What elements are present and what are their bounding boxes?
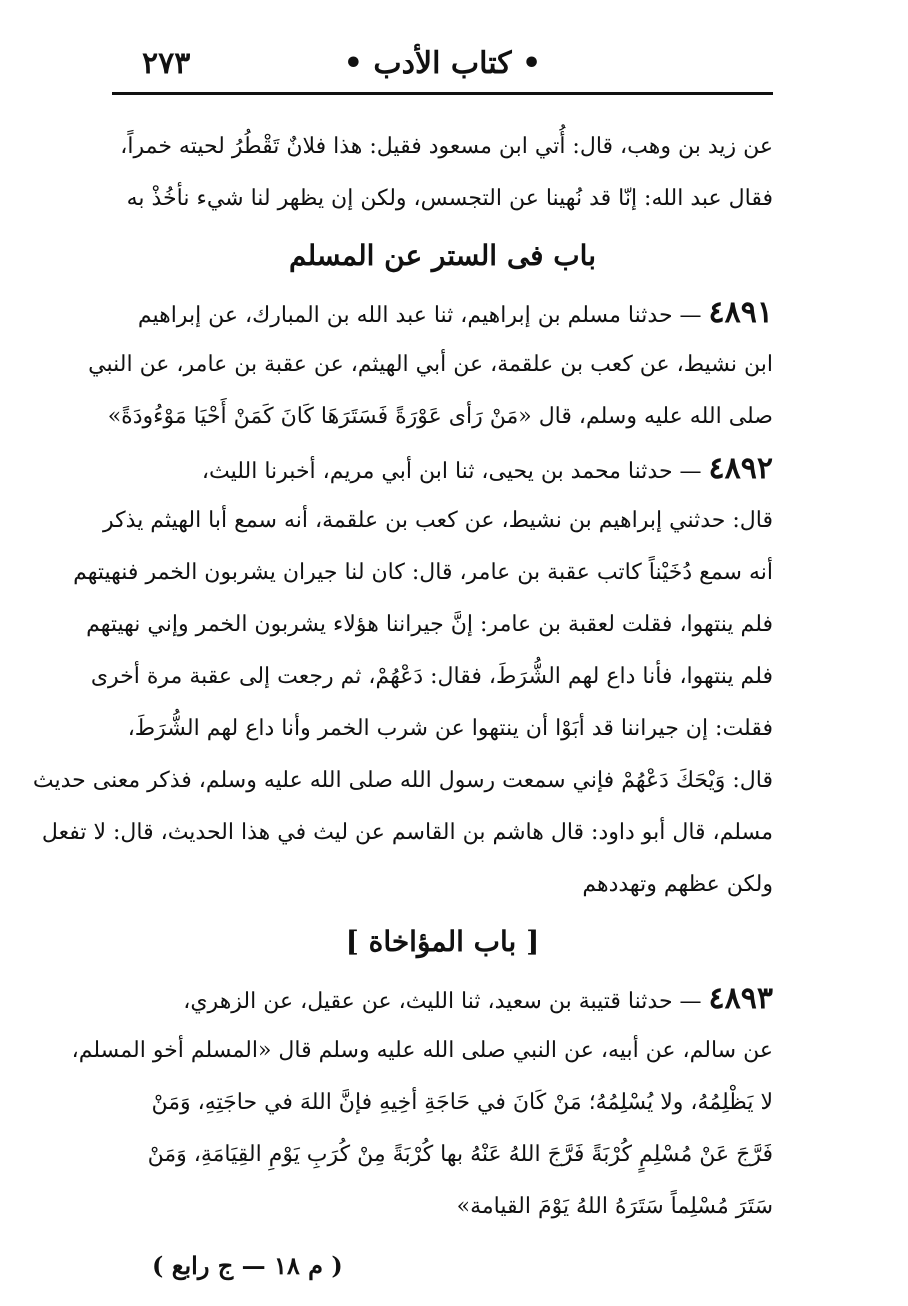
hadith-first-line (112, 443, 773, 495)
text-line: صلى الله عليه وسلم، قال «مَنْ رَأى عَوْرَةً فَسَتَرَهَا كَانَ كَمَنْ أَحْيَا مَوْءُودَةً» (107, 404, 773, 429)
text-line: فقلت: إن جيراننا قد أبَوْا أن ينتهوا عن شرب الخمر وأنا داع لهم الشُّرَطَ، (127, 716, 773, 741)
hadith-number: ٤٨٩٣ (708, 981, 773, 1016)
hadith-number: ٤٨٩١ (708, 295, 773, 330)
text-line: ولكن عظهم وتهددهم (582, 872, 773, 897)
hadith-first-line (112, 287, 773, 339)
page-number: ٢٧٣ (142, 46, 191, 81)
hadith-number: ٤٨٩٢ (708, 451, 773, 486)
hadith-4893 (71, 973, 773, 1233)
header-rule (112, 92, 773, 95)
text-line: ابن نشيط، عن كعب بن علقمة، عن أبي الهيثم، عن عقبة بن عامر، عن النبي (88, 352, 773, 377)
hadith-first-text: — حدثنا محمد بن يحيى، ثنا ابن أبي مريم، أخبرنا الليث، (201, 459, 702, 484)
text-line: سَتَرَ مُسْلِماً سَتَرَهُ اللهُ يَوْمَ القيامة» (456, 1194, 773, 1219)
text-line: عن سالم، عن أبيه، عن النبي صلى الله عليه وسلم قال «المسلم أخو المسلم، (71, 1038, 773, 1063)
text-line: فلم ينتهوا، فأنا داع لهم الشُّرَطَ، فقال: دَعْهُمْ، ثم رجعت إلى عقبة مرة أخرى (90, 664, 773, 689)
hadith-4891 (88, 287, 773, 443)
hadith-first-line (112, 973, 773, 1025)
book-title: • كتاب الأدب • (343, 46, 542, 81)
hadith-first-text: — حدثنا مسلم بن إبراهيم، ثنا عبد الله بن المبارك، عن إبراهيم (137, 303, 702, 328)
hadith-4892 (32, 443, 773, 911)
text-line: قال: وَيْحَكَ دَعْهُمْ فإني سمعت رسول الله صلى الله عليه وسلم، فذكر معنى حديث (32, 768, 773, 793)
text-line: فقال عبد الله: إنّا قد نُهينا عن التجسس، ولكن إن يظهر لنا شيء نأخُذْ به (126, 186, 773, 211)
text-line: مسلم، قال أبو داود: قال هاشم بن القاسم عن ليث في هذا الحديث، قال: لا تفعل (41, 820, 773, 845)
text-line: عن زيد بن وهب، قال: أُتي ابن مسعود فقيل: هذا فلانٌ تَقْطُرُ لحيته خمراً، (120, 134, 773, 159)
text-block-1 (112, 121, 773, 225)
section-heading: [ باب المؤاخاة ] (345, 925, 540, 958)
text-line: لا يَظْلِمُهُ، ولا يُسْلِمُهُ؛ مَنْ كَانَ في حَاجَةِ أخِيهِ فإنَّ اللهَ في حاجَتِهِ، وَمَنْ (151, 1090, 773, 1115)
text-line: فَرَّجَ عَنْ مُسْلِمٍ كُرْبَةً فَرَّجَ اللهُ عَنْهُ بها كُرْبَةً مِنْ كُرَبِ يَوْمِ القِيَامَةِ، وَمَنْ (147, 1142, 773, 1167)
section-heading: باب فى الستر عن المسلم (289, 239, 596, 272)
hadith-first-text: — حدثنا قتيبة بن سعيد، ثنا الليث، عن عقيل، عن الزهري، (183, 989, 702, 1014)
page-header (112, 40, 773, 92)
text-line: فلم ينتهوا، فقلت لعقبة بن عامر: إنَّ جيراننا هؤلاء يشربون الخمر وإني نهيتهم (86, 612, 773, 637)
text-line: قال: حدثني إبراهيم بن نشيط، عن كعب بن علقمة، أنه سمع أبا الهيثم يذكر (103, 508, 773, 533)
text-line: أنه سمع دُخَيْناً كاتب عقبة بن عامر، قال: كان لنا جيران يشربون الخمر فنهيتهم (73, 560, 773, 585)
page-footer-signature: ( م ١٨ — ج رابع ) (152, 1251, 343, 1280)
